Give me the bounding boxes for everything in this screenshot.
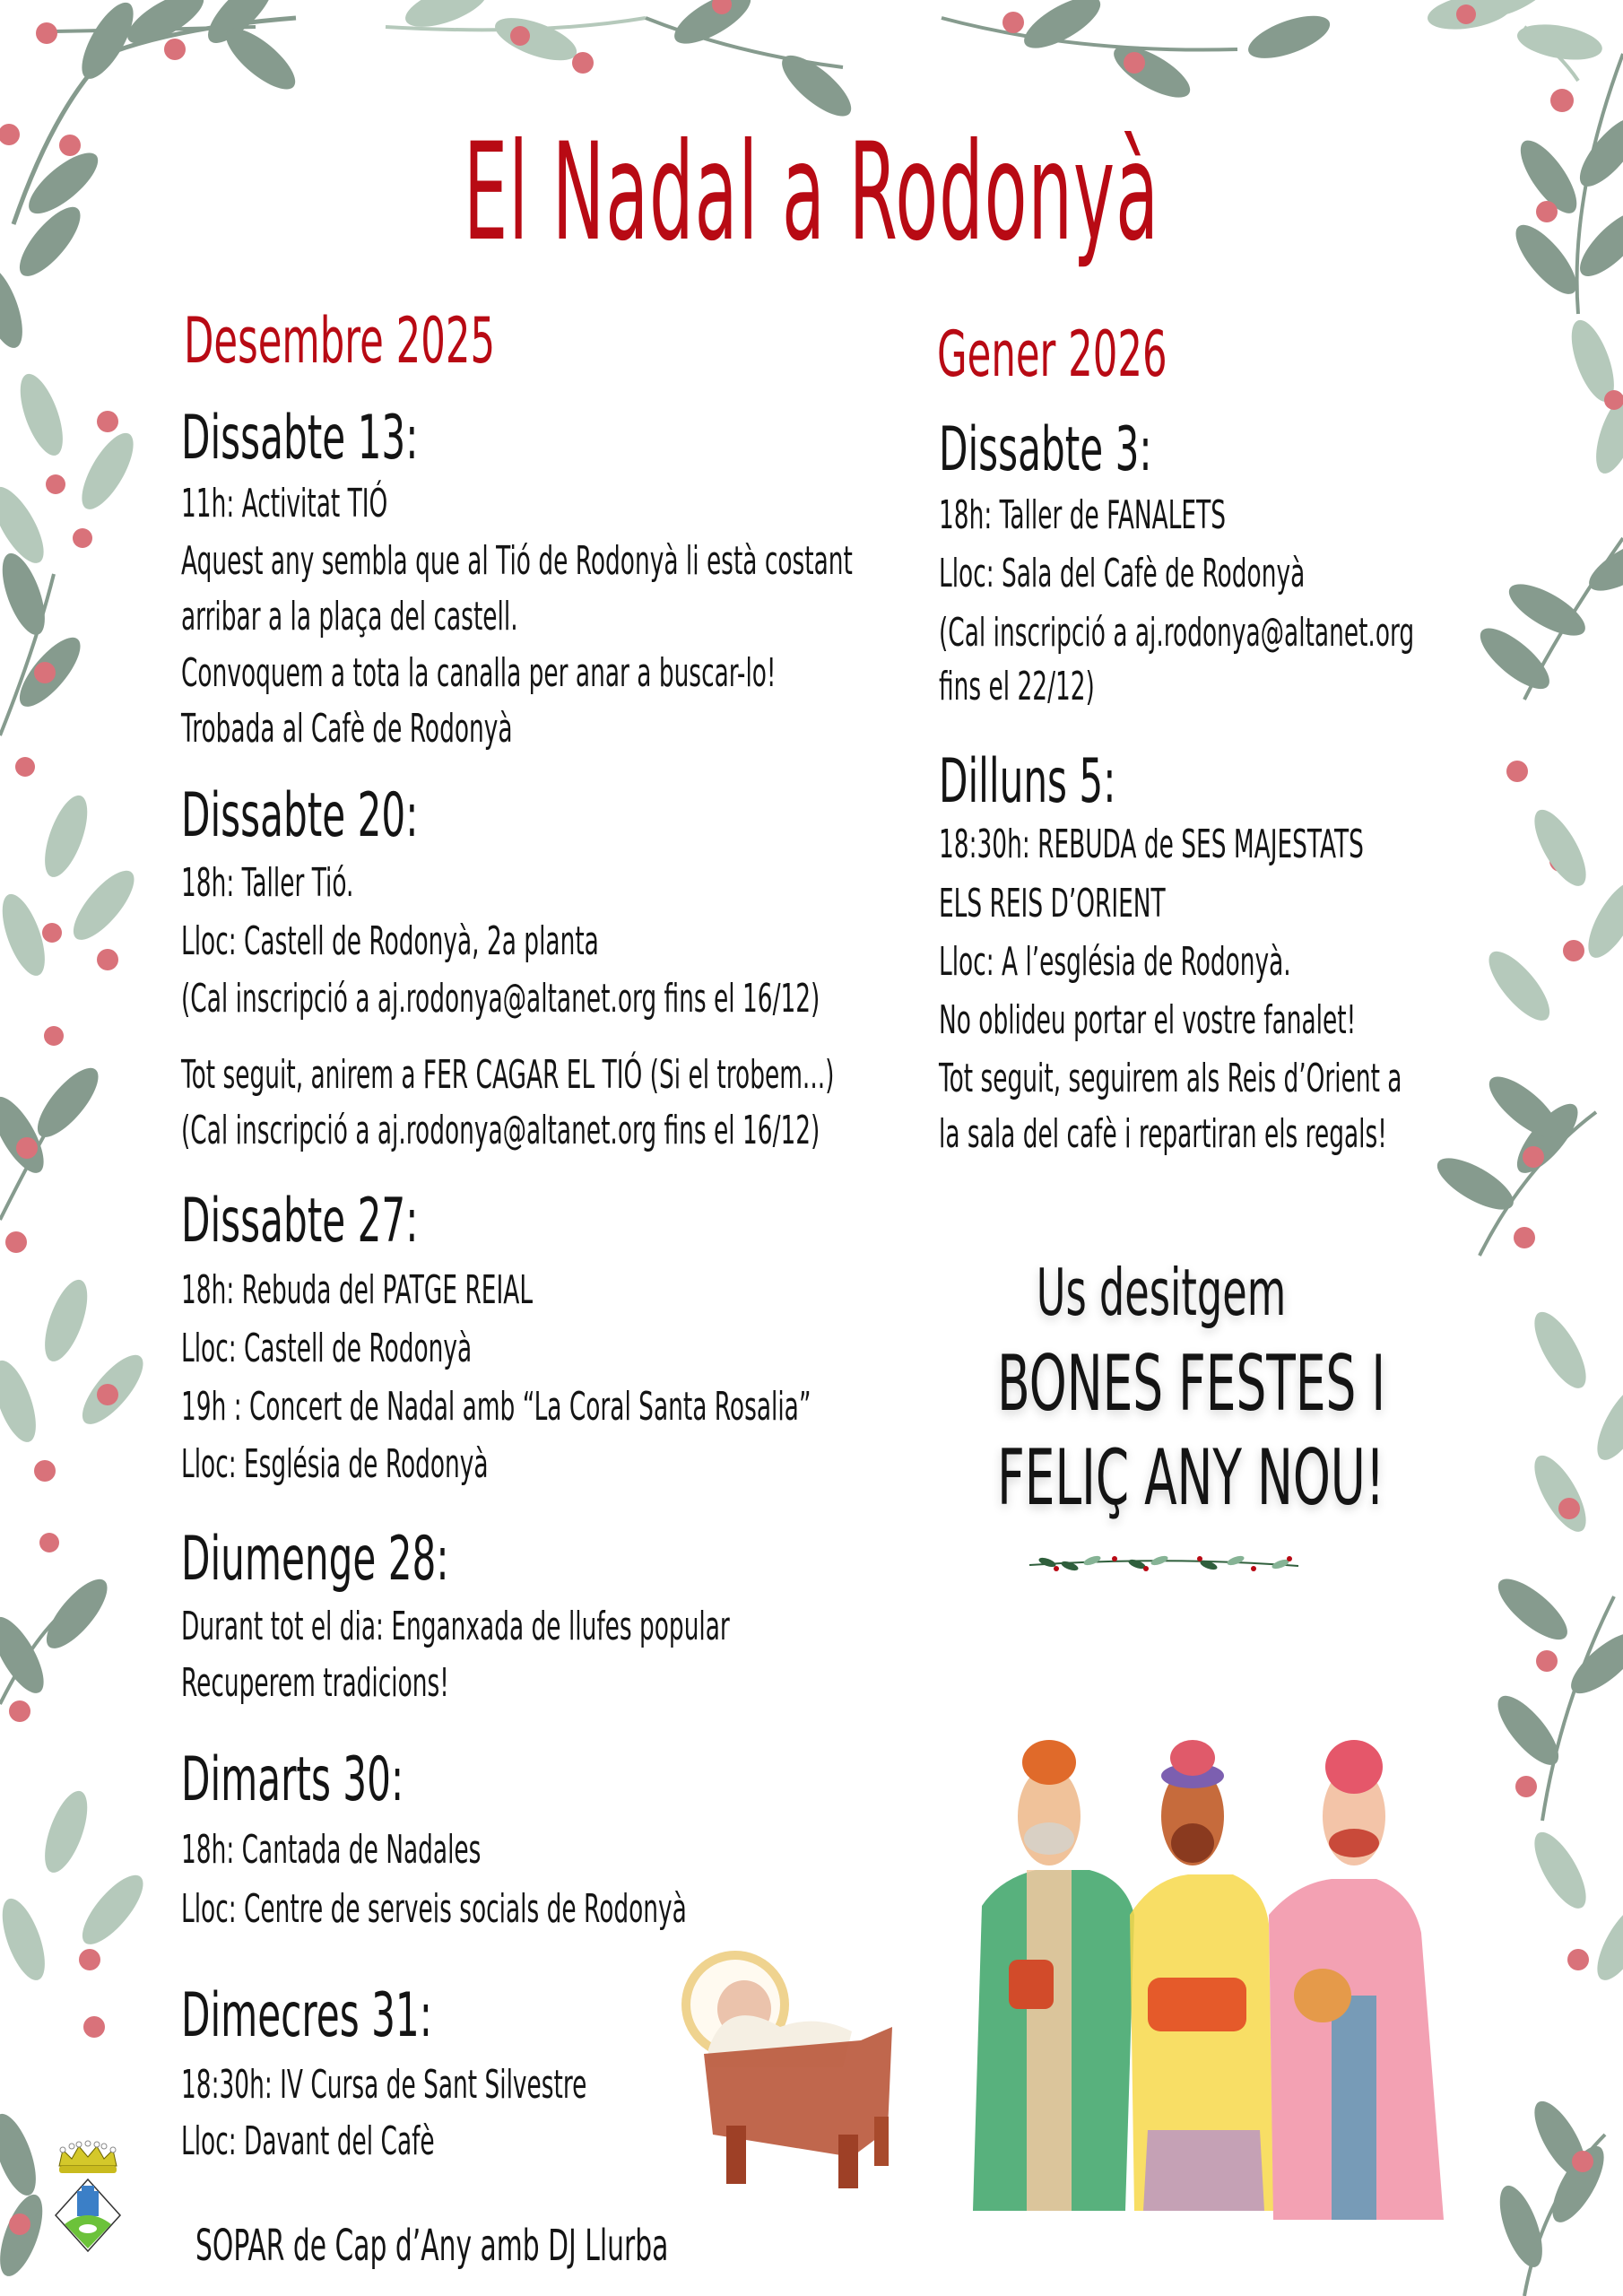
day-heading: Dissabte 20: (181, 780, 419, 851)
event-line: Aquest any sembla que al Tió de Rodonyà li està costant (181, 538, 853, 584)
day-heading: Dimecres 31: (181, 1980, 432, 2051)
month-heading-january: Gener 2026 (937, 317, 1167, 391)
day-heading: Dimarts 30: (181, 1744, 404, 1815)
day-heading: Dissabte 13: (181, 403, 419, 474)
event-line: Lloc: Castell de Rodonyà, 2a planta (181, 918, 599, 964)
greeting-line-1: Us desitgem (1036, 1255, 1287, 1330)
event-line: Lloc: Centre de serveis socials de Rodonyà (181, 1886, 687, 1932)
event-line: 18h: Taller Tió. (181, 860, 354, 906)
day-heading: Dissabte 27: (181, 1186, 419, 1257)
event-line: 18h: Taller de FANALETS (939, 492, 1226, 538)
three-kings-illustration (955, 1709, 1462, 2229)
event-line: 18:30h: IV Cursa de Sant Silvestre (181, 2062, 587, 2108)
event-line: Tot seguit, anirem a FER CAGAR EL TIÓ (Si el trobem...) (181, 1052, 835, 1098)
event-line: Lloc: Castell de Rodonyà (181, 1326, 473, 1371)
event-line: (Cal inscripció a aj.rodonya@altanet.org fins el 16/12) (181, 1108, 820, 1153)
event-line: Recuperem tradicions! (181, 1660, 449, 1706)
event-line: la sala del cafè i repartiran els regals! (939, 1111, 1387, 1157)
event-line: 18h: Rebuda del PATGE REIAL (181, 1267, 534, 1313)
event-line: Lloc: Església de Rodonyà (181, 1441, 489, 1487)
event-line: 18h: Cantada de Nadales (181, 1827, 482, 1873)
event-line: Trobada al Cafè de Rodonyà (181, 706, 513, 752)
event-line: 19h : Concert de Nadal amb “La Coral Santa Rosalia” (181, 1384, 812, 1430)
page-title: El Nadal a Rodonyà (463, 115, 1160, 271)
event-line: Tot seguit, seguirem als Reis d’Orient a (939, 1056, 1402, 1101)
coat-of-arms-logo (52, 2139, 124, 2256)
greeting-line-3: FELIÇ ANY NOU! (997, 1433, 1385, 1523)
event-line: (Cal inscripció a aj.rodonya@altanet.org (939, 610, 1415, 656)
event-line: ELS REIS D’ORIENT (939, 881, 1166, 926)
day-heading: Dissabte 3: (939, 414, 1152, 485)
event-line: Lloc: A l’església de Rodonyà. (939, 939, 1291, 985)
event-line: arribar a la plaça del castell. (181, 594, 518, 639)
event-line: Lloc: Sala del Cafè de Rodonyà (939, 551, 1306, 596)
new-years-dinner-note: SOPAR de Cap d’Any amb DJ Llurba (195, 2221, 669, 2271)
day-heading: Diumenge 28: (181, 1524, 449, 1595)
day-heading: Dilluns 5: (939, 746, 1116, 817)
greeting-line-2: BONES FESTES I (997, 1339, 1386, 1429)
event-line: Lloc: Davant del Cafè (181, 2118, 435, 2164)
month-heading-december: Desembre 2025 (184, 304, 496, 378)
event-line: Convoquem a tota la canalla per anar a buscar-lo! (181, 650, 777, 696)
event-line: fins el 22/12) (939, 664, 1095, 709)
event-line: 11h: Activitat TIÓ (181, 481, 388, 526)
event-line: Durant tot el dia: Enganxada de llufes popular (181, 1604, 730, 1649)
manger-illustration (673, 1942, 906, 2188)
event-line: No oblideu portar el vostre fanalet! (939, 997, 1357, 1043)
event-line: 18:30h: REBUDA de SES MAJESTATS (939, 822, 1364, 867)
event-line: (Cal inscripció a aj.rodonya@altanet.org fins el 16/12) (181, 976, 820, 1022)
garland-divider (1029, 1554, 1298, 1572)
